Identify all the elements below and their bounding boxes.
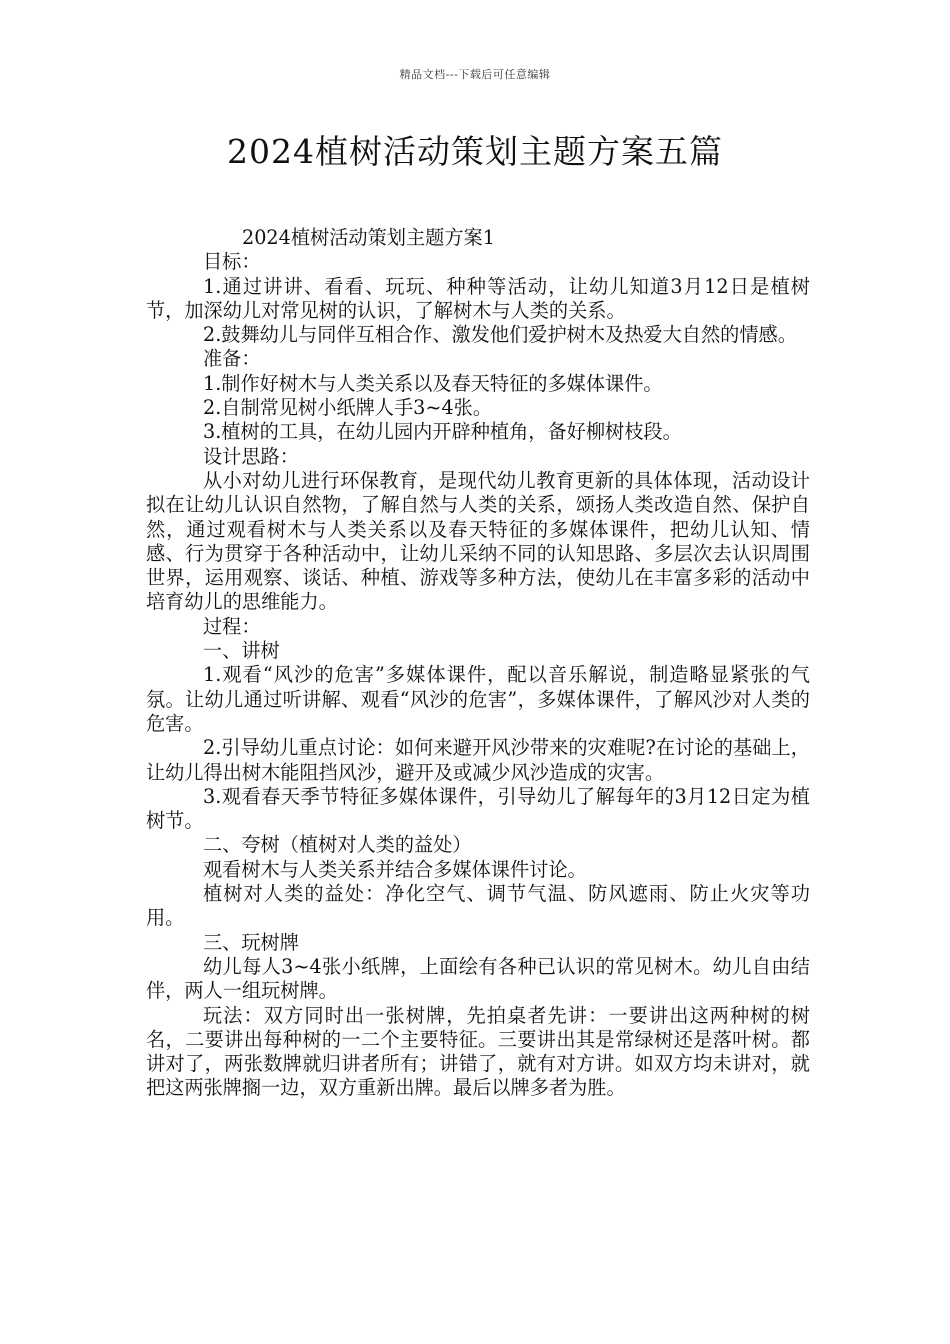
paragraph: 2.引导幼儿重点讨论：如何来避开风沙带来的灾难呢?在讨论的基础上，让幼儿得出树木能阻挡风沙，避开及或减少风沙造成的灾害。	[146, 736, 810, 784]
paragraph: 1.制作好树木与人类关系以及春天特征的多媒体课件。	[203, 371, 663, 395]
document-body	[146, 226, 810, 1101]
paragraph: 1.观看“风沙的危害”多媒体课件，配以音乐解说，制造略显紧张的气氛。让幼儿通过听讲解、观看“风沙的危害”，多媒体课件，了解风沙对人类的危害。	[146, 663, 810, 735]
paragraph: 从小对幼儿进行环保教育，是现代幼儿教育更新的具体体现，活动设计拟在让幼儿认识自然物，了解自然与人类的关系，颂扬人类改造自然、保护自然，通过观看树木与人类关系以及春天特征的多媒体课件，把幼儿认知、情感、行为贯穿于各种活动中，让幼儿采纳不同的认知思路、多层次去认识周围世界，运用观察、谈话、种植、游戏等多种方法，使幼儿在丰富多彩的活动中培育幼儿的思维能力。	[146, 468, 810, 614]
paragraph-prep-heading: 准备：	[203, 347, 261, 371]
paragraph: 3.植树的工具，在幼儿园内开辟种植角，备好柳树枝段。	[203, 420, 682, 444]
paragraph: 植树对人类的益处：净化空气、调节气温、防风遮雨、防止火灾等功用。	[146, 882, 810, 930]
paragraph-section-heading: 一、讲树	[203, 639, 280, 663]
paragraph: 观看树木与人类关系并结合多媒体课件讨论。	[203, 857, 587, 881]
paragraph: 2.鼓舞幼儿与同伴互相合作、激发他们爱护树木及热爱大自然的情感。	[203, 323, 797, 347]
page-header-note: 精品文档---下载后可任意编辑	[399, 68, 551, 81]
paragraph: 玩法：双方同时出一张树牌，先拍桌者先讲：一要讲出这两种树的树名，二要讲出每种树的一二个主要特征。三要讲出其是常绿树还是落叶树。都讲对了，两张数牌就归讲者所有；讲错了，就有对方讲。如双方均未讲对，就把这两张牌搁一边，双方重新出牌。最后以牌多者为胜。	[146, 1003, 810, 1100]
paragraph: 2.自制常见树小纸牌人手3~4张。	[203, 396, 493, 420]
paragraph: 3.观看春天季节特征多媒体课件，引导幼儿了解每年的3月12日定为植树节。	[146, 784, 810, 833]
paragraph-section-heading: 三、玩树牌	[203, 930, 299, 954]
paragraph-goals-heading: 目标：	[203, 250, 261, 274]
paragraph-process-heading: 过程：	[203, 614, 261, 638]
section-subtitle: 2024植树活动策划主题方案1	[242, 226, 495, 249]
paragraph: 幼儿每人3~4张小纸牌，上面绘有各种已认识的常见树木。幼儿自由结伴，两人一组玩树牌。	[146, 954, 810, 1003]
paragraph: 1.通过讲讲、看看、玩玩、种种等活动，让幼儿知道3月12日是植树节，加深幼儿对常见树的认识，了解树木与人类的关系。	[146, 274, 810, 322]
paragraph-design-heading: 设计思路：	[203, 444, 299, 468]
paragraph-section-heading: 二、夸树（植树对人类的益处）	[203, 833, 472, 857]
document-title: 2024植树活动策划主题方案五篇	[227, 132, 723, 171]
